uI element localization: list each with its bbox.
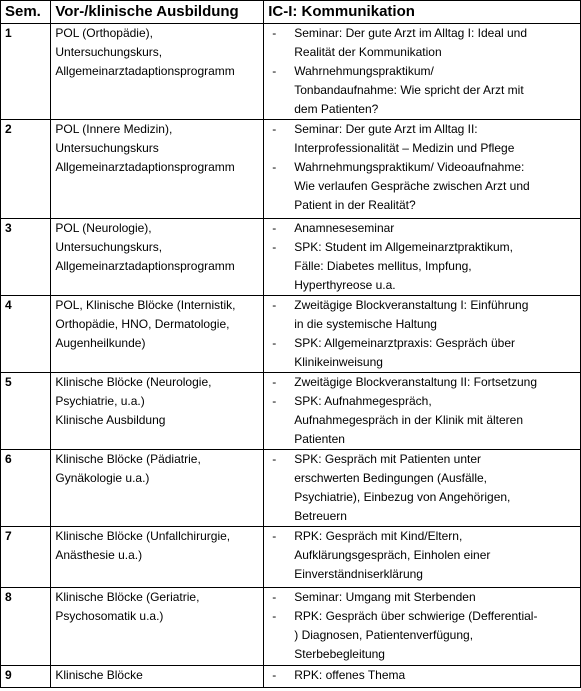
training-cell: [51, 373, 264, 450]
communication-item: [268, 334, 576, 372]
table-row: [1, 373, 581, 450]
communication-cell: [264, 24, 581, 120]
table-row: [1, 666, 581, 688]
table-row: [1, 450, 581, 527]
training-line: Klinische Blöcke (Neurologie,: [55, 375, 212, 389]
communication-line: - Zweitägige Blockveranstaltung I: Einführung: [294, 298, 529, 312]
training-cell: [51, 666, 264, 688]
communication-line: - RPK: Gespräch über schwierige (Defferential-: [294, 609, 538, 623]
communication-line: - Wahrnehmungspraktikum/ Videoaufnahme:: [294, 160, 525, 174]
training-line: Allgemeinarztadaptionsprogramm: [55, 64, 235, 78]
communication-item: [268, 588, 576, 607]
table-row: [1, 527, 581, 588]
communication-line: - SPK: Allgemeinarztpraxis: Gespräch über: [294, 336, 516, 350]
communication-cell: [264, 219, 581, 296]
communication-line: - RPK: Gespräch mit Kind/Eltern,: [294, 529, 463, 543]
communication-line: Aufklärungsgespräch, Einholen einer: [294, 548, 491, 562]
training-line: Untersuchungskurs,: [55, 240, 163, 254]
communication-list: [268, 450, 576, 526]
communication-line: - SPK: Student im Allgemeinarztpraktikum,: [294, 240, 513, 254]
training-line: Klinische Blöcke (Pädiatrie,: [55, 452, 201, 466]
communication-line: Sterbebegleitung: [294, 647, 385, 661]
communication-list: [268, 296, 576, 372]
communication-item: [268, 158, 576, 215]
communication-cell: [264, 666, 581, 688]
table-row: [1, 219, 581, 296]
training-line: Klinische Blöcke (Geriatrie,: [55, 590, 200, 604]
communication-line: ) Diagnosen, Patientenverfügung,: [294, 628, 474, 642]
communication-line: Klinikeinweisung: [294, 355, 383, 369]
communication-list: [268, 527, 576, 584]
communication-list: [268, 588, 576, 664]
communication-list: [268, 373, 576, 449]
communication-cell: [264, 373, 581, 450]
training-cell: [51, 120, 264, 219]
table-row: [1, 588, 581, 666]
training-line: Augenheilkunde): [55, 336, 146, 350]
communication-line: - SPK: Aufnahmegespräch,: [294, 394, 432, 408]
communication-line: Wie verlaufen Gespräche zwischen Arzt und: [294, 179, 530, 193]
communication-line: Hyperthyreose u.a.: [294, 278, 396, 292]
communication-list: [268, 24, 576, 119]
training-cell: [51, 588, 264, 666]
semester-cell: 2: [1, 120, 51, 219]
communication-item: [268, 373, 576, 392]
communication-cell: [264, 120, 581, 219]
communication-line: Betreuern: [294, 509, 347, 523]
communication-line: Fälle: Diabetes mellitus, Impfung,: [294, 259, 472, 273]
training-line: Orthopädie, HNO, Dermatologie,: [55, 317, 230, 331]
training-line: Allgemeinarztadaptionsprogramm: [55, 160, 235, 174]
training-line: Untersuchungskurs,: [55, 45, 163, 59]
communication-list: [268, 219, 576, 295]
header-communication: IC-I: Kommunikation: [264, 1, 581, 24]
table-header: [1, 1, 581, 24]
communication-item: [268, 666, 576, 685]
communication-line: Patient in der Realität?: [294, 198, 416, 212]
semester-cell: 1: [1, 24, 51, 120]
training-line: Untersuchungskurs: [55, 141, 159, 155]
training-line: POL (Orthopädie),: [55, 26, 153, 40]
header-semester: Sem.: [1, 1, 51, 24]
communication-line: Einverständniserklärung: [294, 567, 423, 581]
training-line: Gynäkologie u.a.): [55, 471, 150, 485]
communication-list: [268, 120, 576, 215]
communication-line: - Zweitägige Blockveranstaltung II: Fortsetzung: [294, 375, 538, 389]
communication-line: - Seminar: Der gute Arzt im Alltag I: Ideal und: [294, 26, 528, 40]
training-cell: [51, 527, 264, 588]
communication-item: [268, 24, 576, 62]
semester-cell: 4: [1, 296, 51, 373]
training-line: POL (Neurologie),: [55, 221, 152, 235]
communication-item: [268, 120, 576, 158]
communication-line: Psychiatrie), Einbezug von Angehörigen,: [294, 490, 511, 504]
training-line: Klinische Blöcke: [55, 668, 143, 682]
communication-line: Interprofessionalität – Medizin und Pflege: [294, 141, 515, 155]
communication-item: [268, 238, 576, 295]
communication-line: - Seminar: Der gute Arzt im Alltag II:: [294, 122, 478, 136]
training-line: Psychosomatik u.a.): [55, 609, 164, 623]
communication-list: [268, 666, 576, 685]
training-line: Anästhesie u.a.): [55, 548, 143, 562]
semester-cell: 5: [1, 373, 51, 450]
header-training: Vor-/klinische Ausbildung: [51, 1, 264, 24]
table-body: [1, 24, 581, 688]
training-line: Klinische Ausbildung: [55, 413, 166, 427]
communication-item: [268, 296, 576, 334]
training-cell: [51, 296, 264, 373]
communication-cell: [264, 296, 581, 373]
table-row: [1, 24, 581, 120]
training-line: Psychiatrie, u.a.): [55, 394, 145, 408]
semester-cell: 3: [1, 219, 51, 296]
training-line: POL, Klinische Blöcke (Internistik,: [55, 298, 236, 312]
communication-line: - SPK: Gespräch mit Patienten unter: [294, 452, 481, 466]
communication-cell: [264, 588, 581, 666]
header-row: [1, 1, 581, 24]
communication-cell: [264, 527, 581, 588]
communication-item: [268, 62, 576, 119]
communication-item: [268, 607, 576, 664]
communication-line: Patienten: [294, 432, 345, 446]
training-line: POL (Innere Medizin),: [55, 122, 173, 136]
training-cell: [51, 450, 264, 527]
communication-line: erschwerten Bedingungen (Ausfälle,: [294, 471, 488, 485]
communication-line: Realität der Kommunikation: [294, 45, 442, 59]
training-line: Klinische Blöcke (Unfallchirurgie,: [55, 529, 231, 543]
semester-cell: 7: [1, 527, 51, 588]
training-cell: [51, 24, 264, 120]
communication-item: [268, 527, 576, 584]
semester-cell: 9: [1, 666, 51, 688]
training-line: Allgemeinarztadaptionsprogramm: [55, 259, 235, 273]
communication-line: - Wahrnehmungspraktikum/: [294, 64, 434, 78]
semester-cell: 8: [1, 588, 51, 666]
communication-line: Aufnahmegespräch in der Klinik mit älteren: [294, 413, 524, 427]
communication-line: - RPK: offenes Thema: [294, 668, 406, 682]
communication-item: [268, 392, 576, 449]
communication-line: dem Patienten?: [294, 102, 379, 116]
table-row: [1, 120, 581, 219]
communication-item: [268, 219, 576, 238]
semester-cell: 6: [1, 450, 51, 527]
communication-cell: [264, 450, 581, 527]
communication-line: - Seminar: Umgang mit Sterbenden: [294, 590, 476, 604]
communication-line: - Anamneseseminar: [294, 221, 395, 235]
communication-item: [268, 450, 576, 526]
communication-line: in die systemische Haltung: [294, 317, 437, 331]
communication-line: Tonbandaufnahme: Wie spricht der Arzt mit: [294, 83, 524, 97]
training-cell: [51, 219, 264, 296]
table-row: [1, 296, 581, 373]
